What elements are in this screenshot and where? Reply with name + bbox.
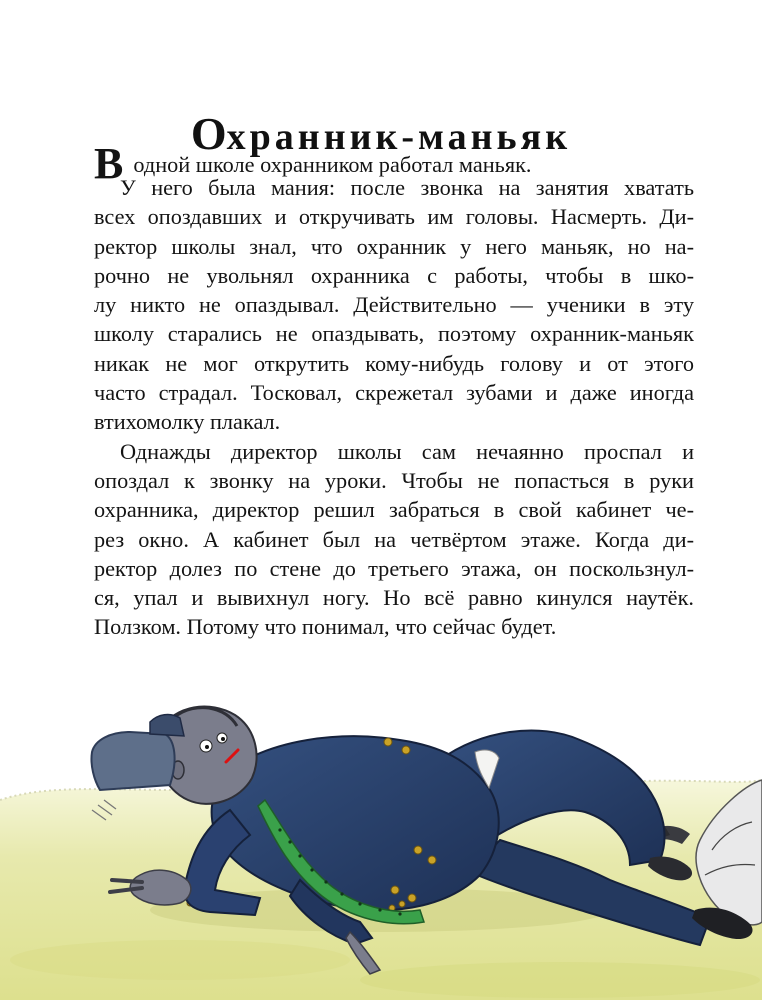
story-line-text: одной школе охранником работал маньяк. bbox=[133, 152, 532, 177]
story-line: Однажды директор школы сам нечаянно проспал и bbox=[120, 438, 694, 464]
story-line: всех опоздавших и откручивать им головы. Насмерть. Ди- bbox=[94, 204, 694, 230]
hat bbox=[91, 715, 184, 790]
story-line: охранника, директор решил забраться в свой кабинет че- bbox=[94, 497, 694, 523]
story-line: рочно не увольнял охранника с работы, чтобы в шко- bbox=[94, 262, 694, 288]
story-line: ся, упал и вывихнул ногу. Но всё равно кинулся наутёк. bbox=[94, 585, 694, 611]
title-first-letter: О bbox=[190, 108, 227, 160]
story-line: ректор школы знал, что охранник у него маньяк, но на- bbox=[94, 233, 694, 259]
story-line: втихомолку плакал. bbox=[94, 409, 281, 435]
story-line: Ползком. Потому что понимал, что сейчас будет. bbox=[94, 614, 557, 640]
story-line: лу никто не опаздывал. Действительно — ученики в эту bbox=[94, 292, 694, 318]
story-line: опоздал к звонку на уроки. Чтобы не попасться в руки bbox=[94, 467, 694, 493]
story-line: часто страдал. Тосковал, скрежетал зубами и даже иногда bbox=[94, 380, 694, 406]
illustration bbox=[0, 660, 762, 1000]
drop-cap: В bbox=[94, 139, 124, 188]
story-line: ректор долез по стене до третьего этажа, он поскользнул- bbox=[94, 555, 694, 581]
story-line: У него была мания: после звонка на занятия хватать bbox=[120, 175, 694, 200]
story-line: рез окно. А кабинет был на четвёртом этаже. Когда ди- bbox=[94, 526, 694, 552]
title-rest: хранник-маньяк bbox=[226, 116, 572, 159]
story-text bbox=[94, 139, 694, 642]
story-line: школу старались не опаздывать, поэтому охранник-маньяк bbox=[94, 321, 694, 347]
story-line: никак не мог открутить кому-нибудь голову и от этого bbox=[94, 350, 694, 376]
